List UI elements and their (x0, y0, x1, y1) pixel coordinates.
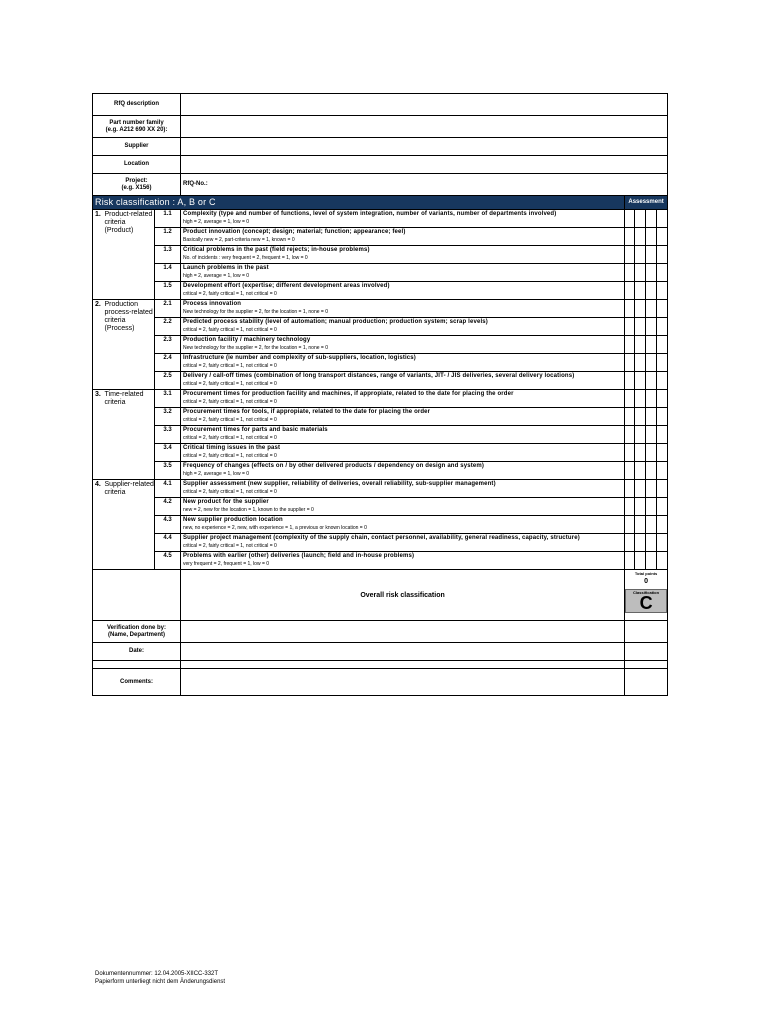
criterion-number: 3.5 (155, 462, 181, 480)
assessment-cell[interactable] (625, 552, 635, 570)
part-number-family-label: Part number family (109, 119, 164, 126)
project-row (93, 174, 668, 196)
criterion-scale: high = 2, average = 1, low = 0 (183, 471, 250, 477)
rfq-no-field[interactable] (181, 174, 668, 196)
document-footer (95, 970, 225, 986)
criterion-description (181, 228, 625, 246)
assessment-cell[interactable] (646, 300, 657, 318)
category-number: 3. (93, 390, 105, 480)
assessment-cell[interactable] (657, 444, 668, 462)
criterion-number: 1.5 (155, 282, 181, 300)
criterion-number: 4.5 (155, 552, 181, 570)
comments-row (93, 669, 668, 696)
criterion-description (181, 354, 625, 372)
assessment-cell[interactable] (625, 246, 635, 264)
assessment-cell[interactable] (646, 480, 657, 498)
assessment-cell[interactable] (657, 318, 668, 336)
classification-box (625, 589, 667, 613)
assessment-cell[interactable] (657, 282, 668, 300)
assessment-cell[interactable] (657, 480, 668, 498)
criterion-row (93, 408, 668, 426)
criterion-title: Procurement times for tools, if appropiate, related to the date for placing the order (183, 409, 431, 415)
date-field[interactable] (181, 643, 625, 661)
verification-sub: (Name, Department) (108, 631, 166, 638)
criterion-title: Process innovation (183, 301, 242, 307)
assessment-cell[interactable] (625, 462, 635, 480)
criterion-description (181, 480, 625, 498)
criterion-description (181, 516, 625, 534)
criterion-description (181, 462, 625, 480)
criterion-scale: critical = 2, fairly critical = 1, not critical = 0 (183, 453, 277, 459)
assessment-cell[interactable] (635, 534, 646, 552)
spacer-right (625, 661, 668, 669)
criterion-description (181, 372, 625, 390)
location-row (93, 156, 668, 174)
criterion-scale: critical = 2, fairly critical = 1, not critical = 0 (183, 543, 277, 549)
criterion-number: 3.1 (155, 390, 181, 408)
assessment-cell[interactable] (657, 408, 668, 426)
criterion-number: 1.1 (155, 210, 181, 228)
assessment-cell[interactable] (646, 372, 657, 390)
assessment-cell[interactable] (625, 318, 635, 336)
criterion-scale: high = 2, average = 1, low = 0 (183, 273, 250, 279)
criterion-description (181, 390, 625, 408)
document-number: Dokumentennummer: 12.04.2005-XIICC-332T (95, 971, 219, 977)
risk-header-row (93, 196, 668, 210)
criterion-scale: critical = 2, fairly critical = 1, not critical = 0 (183, 381, 277, 387)
criterion-row (93, 228, 668, 246)
assessment-cell[interactable] (635, 426, 646, 444)
risk-assessment-form (92, 93, 667, 696)
risk-classification-title: Risk classification : A, B or C (93, 196, 625, 210)
criterion-number: 4.3 (155, 516, 181, 534)
total-points-label: Total points (634, 571, 658, 576)
assessment-cell[interactable] (625, 282, 635, 300)
criterion-number: 4.4 (155, 534, 181, 552)
criterion-scale: new, no experience = 2, new, with experience = 1, a previous or known location = 0 (183, 525, 367, 531)
category-number: 1. (93, 210, 105, 300)
criterion-row (93, 390, 668, 408)
date-extra (625, 643, 668, 661)
assessment-cell[interactable] (625, 498, 635, 516)
criterion-number: 3.3 (155, 426, 181, 444)
assessment-cell[interactable] (646, 210, 657, 228)
assessment-cell[interactable] (625, 516, 635, 534)
criterion-number: 2.5 (155, 372, 181, 390)
criterion-title: Predicted process stability (level of automation; manual production; production system; scrap levels) (183, 319, 488, 325)
part-number-example: (e.g. A212 690 XX 20): (105, 126, 168, 133)
assessment-cell[interactable] (635, 318, 646, 336)
criterion-number: 2.1 (155, 300, 181, 318)
assessment-cell[interactable] (646, 336, 657, 354)
criterion-scale: critical = 2, fairly critical = 1, not critical = 0 (183, 291, 277, 297)
assessment-cell[interactable] (646, 318, 657, 336)
criterion-scale: No. of incidents : very frequent = 2, frequent = 1, low = 0 (183, 255, 308, 261)
rfq-description-row (93, 94, 668, 116)
assessment-cell[interactable] (625, 336, 635, 354)
criterion-title: Frequency of changes (effects on / by other delivered products / dependency on design and system) (183, 463, 484, 469)
assessment-cell[interactable] (625, 426, 635, 444)
criterion-description (181, 318, 625, 336)
overall-blank (93, 570, 181, 621)
criterion-scale: critical = 2, fairly critical = 1, not critical = 0 (183, 399, 277, 405)
comments-label: Comments: (93, 669, 181, 696)
part-number-field[interactable] (181, 116, 668, 138)
criterion-description (181, 336, 625, 354)
criterion-row (93, 264, 668, 282)
assessment-cell[interactable] (657, 516, 668, 534)
classification-label: Classification (633, 590, 660, 595)
criterion-number: 4.2 (155, 498, 181, 516)
total-points-cell (625, 570, 668, 621)
criterion-description (181, 264, 625, 282)
criterion-row (93, 498, 668, 516)
criterion-title: New product for the supplier (183, 499, 269, 505)
criterion-number: 3.4 (155, 444, 181, 462)
assessment-cell[interactable] (646, 462, 657, 480)
rfq-no-label: RfQ-No.: (183, 181, 208, 187)
criterion-scale: critical = 2, fairly critical = 1, not critical = 0 (183, 327, 277, 333)
criterion-number: 1.4 (155, 264, 181, 282)
category-number: 4. (93, 480, 105, 570)
project-label (93, 174, 181, 196)
part-number-label (93, 116, 181, 138)
assessment-cell[interactable] (635, 246, 646, 264)
criterion-row (93, 444, 668, 462)
criterion-scale: high = 2, average = 1, low = 0 (183, 219, 250, 225)
assessment-cell[interactable] (657, 246, 668, 264)
criterion-row (93, 318, 668, 336)
assessment-cell[interactable] (657, 336, 668, 354)
criterion-title: Supplier project management (complexity of the supply chain, contact personnel, availability, general readiness, capacity, structure) (183, 535, 580, 541)
assessment-cell[interactable] (657, 300, 668, 318)
assessment-cell[interactable] (635, 408, 646, 426)
assessment-cell[interactable] (646, 354, 657, 372)
part-number-row (93, 116, 668, 138)
criterion-scale: very frequent = 2, frequent = 1, low = 0 (183, 561, 270, 567)
assessment-cell[interactable] (646, 390, 657, 408)
overall-risk-label: Overall risk classification (181, 570, 625, 621)
verification-row (93, 621, 668, 643)
criterion-title: Complexity (type and number of functions, level of system integration, number of variants, number of departments involved) (183, 211, 557, 217)
supplier-field[interactable] (181, 138, 668, 156)
criterion-scale: New technology for the supplier = 2, for the location = 1, none = 0 (183, 309, 328, 315)
criterion-number: 3.2 (155, 408, 181, 426)
assessment-cell[interactable] (635, 300, 646, 318)
date-label: Date: (93, 643, 181, 661)
assessment-cell[interactable] (635, 390, 646, 408)
criterion-scale: critical = 2, fairly critical = 1, not critical = 0 (183, 489, 277, 495)
assessment-cell[interactable] (625, 480, 635, 498)
assessment-cell[interactable] (657, 426, 668, 444)
verification-field[interactable] (181, 621, 625, 643)
assessment-cell[interactable] (625, 354, 635, 372)
criterion-title: Infrastructure (ie number and complexity of sub-suppliers, location, logistics) (183, 355, 416, 361)
criterion-title: Product innovation (concept; design; material; function; appearance; feel) (183, 229, 406, 235)
criterion-title: Critical timing issues in the past (183, 445, 281, 451)
spacer-left (93, 661, 181, 669)
assessment-cell[interactable] (657, 534, 668, 552)
project-title: Project: (125, 177, 148, 184)
criterion-title: Problems with earlier (other) deliveries (launch; field and in-house problems) (183, 553, 415, 559)
assessment-cell[interactable] (625, 300, 635, 318)
criterion-row (93, 354, 668, 372)
assessment-cell[interactable] (635, 372, 646, 390)
assessment-cell[interactable] (625, 408, 635, 426)
assessment-cell[interactable] (657, 498, 668, 516)
assessment-cell[interactable] (635, 264, 646, 282)
criterion-row (93, 462, 668, 480)
assessment-cell[interactable] (635, 444, 646, 462)
assessment-cell[interactable] (657, 390, 668, 408)
criterion-number: 1.3 (155, 246, 181, 264)
criterion-row (93, 300, 668, 318)
assessment-cell[interactable] (625, 444, 635, 462)
assessment-cell[interactable] (646, 408, 657, 426)
assessment-cell[interactable] (657, 372, 668, 390)
assessment-cell[interactable] (646, 228, 657, 246)
criterion-row (93, 552, 668, 570)
criterion-description (181, 426, 625, 444)
criterion-description (181, 210, 625, 228)
criterion-scale: Basically new = 2, part-criteria new = 1, known = 0 (183, 237, 295, 243)
assessment-cell[interactable] (635, 210, 646, 228)
assessment-cell[interactable] (646, 282, 657, 300)
assessment-cell[interactable] (625, 372, 635, 390)
document-note: Papierform unterliegt nicht dem Änderungsdienst (95, 979, 226, 985)
category-name: Production process-related criteria (Process) (105, 300, 155, 390)
criterion-description (181, 498, 625, 516)
verification-extra (625, 621, 668, 643)
assessment-cell[interactable] (657, 210, 668, 228)
criterion-number: 1.2 (155, 228, 181, 246)
criterion-title: Procurement times for production facility and machines, if appropiate, related to the date for placing the order (183, 391, 514, 397)
assessment-cell[interactable] (646, 246, 657, 264)
spacer-mid (181, 661, 625, 669)
criterion-description (181, 444, 625, 462)
verification-label (93, 621, 181, 643)
assessment-cell[interactable] (646, 444, 657, 462)
criterion-title: Production facility / machinery technology (183, 337, 311, 343)
criterion-description (181, 552, 625, 570)
assessment-cell[interactable] (657, 462, 668, 480)
criterion-scale: new = 2, new for the location = 1, known to the supplier = 0 (183, 507, 314, 513)
assessment-cell[interactable] (646, 534, 657, 552)
assessment-cell[interactable] (635, 282, 646, 300)
criterion-title: Supplier assessment (new supplier, reliability of deliveries, overall reliability, sub-supplier management) (183, 481, 496, 487)
criterion-title: Delivery / call-off times (combination of long transport distances, range of variants, JIT- / JIS deliveries, several delivery locations) (183, 373, 575, 379)
assessment-cell[interactable] (625, 228, 635, 246)
criterion-row (93, 426, 668, 444)
project-example: (e.g. X156) (121, 184, 152, 191)
criterion-scale: critical = 2, fairly critical = 1, not critical = 0 (183, 435, 277, 441)
location-field[interactable] (181, 156, 668, 174)
criterion-title: Procurement times for parts and basic materials (183, 427, 328, 433)
criterion-description (181, 246, 625, 264)
assessment-cell[interactable] (646, 426, 657, 444)
assessment-cell[interactable] (657, 228, 668, 246)
criterion-row (93, 372, 668, 390)
assessment-cell[interactable] (635, 516, 646, 534)
category-name: Product-related criteria (Product) (105, 210, 155, 300)
location-label: Location (93, 156, 181, 174)
criterion-number: 4.1 (155, 480, 181, 498)
criterion-number: 2.3 (155, 336, 181, 354)
comments-extra (625, 669, 668, 696)
criterion-number: 2.2 (155, 318, 181, 336)
assessment-cell[interactable] (625, 390, 635, 408)
criterion-row (93, 246, 668, 264)
criterion-description (181, 300, 625, 318)
criterion-row (93, 480, 668, 498)
assessment-cell[interactable] (646, 552, 657, 570)
criterion-description (181, 534, 625, 552)
date-row (93, 643, 668, 661)
criterion-description (181, 408, 625, 426)
category-name: Time-related criteria (105, 390, 155, 480)
criterion-title: Critical problems in the past (field rejects; in-house problems) (183, 247, 370, 253)
verification-title: Verification done by: (107, 624, 167, 631)
assessment-cell[interactable] (635, 336, 646, 354)
category-name: Supplier-related criteria (105, 480, 155, 570)
criterion-title: Launch problems in the past (183, 265, 269, 271)
assessment-header: Assessment (625, 196, 668, 210)
criterion-title: New supplier production location (183, 517, 283, 523)
comments-field[interactable] (181, 669, 625, 696)
criterion-scale: critical = 2, fairly critical = 1, not critical = 0 (183, 417, 277, 423)
supplier-row (93, 138, 668, 156)
assessment-cell[interactable] (657, 552, 668, 570)
classification-value: C (639, 593, 653, 613)
criterion-row (93, 534, 668, 552)
assessment-cell[interactable] (635, 480, 646, 498)
rfq-description-label: RfQ description (93, 94, 181, 116)
assessment-cell[interactable] (657, 264, 668, 282)
criterion-row (93, 336, 668, 354)
assessment-cell[interactable] (635, 552, 646, 570)
total-points-value: 0 (644, 578, 649, 585)
criterion-row (93, 282, 668, 300)
criterion-row (93, 210, 668, 228)
form-table (92, 93, 668, 696)
assessment-cell[interactable] (635, 354, 646, 372)
criterion-scale: New technology for the supplier = 2, for the location = 1, none = 0 (183, 345, 328, 351)
assessment-cell[interactable] (635, 462, 646, 480)
rfq-description-field[interactable] (181, 94, 668, 116)
category-number: 2. (93, 300, 105, 390)
criterion-number: 2.4 (155, 354, 181, 372)
assessment-cell[interactable] (646, 264, 657, 282)
criterion-description (181, 282, 625, 300)
criterion-row (93, 516, 668, 534)
assessment-cell[interactable] (625, 264, 635, 282)
spacer-row (93, 661, 668, 669)
criterion-scale: critical = 2, fairly critical = 1, not critical = 0 (183, 363, 277, 369)
assessment-cell[interactable] (625, 210, 635, 228)
assessment-cell[interactable] (625, 534, 635, 552)
criterion-title: Development effort (expertise; different development areas involved) (183, 283, 390, 289)
assessment-cell[interactable] (635, 498, 646, 516)
assessment-cell[interactable] (646, 516, 657, 534)
overall-row (93, 570, 668, 621)
supplier-label: Supplier (93, 138, 181, 156)
assessment-cell[interactable] (646, 498, 657, 516)
assessment-cell[interactable] (657, 354, 668, 372)
assessment-cell[interactable] (635, 228, 646, 246)
